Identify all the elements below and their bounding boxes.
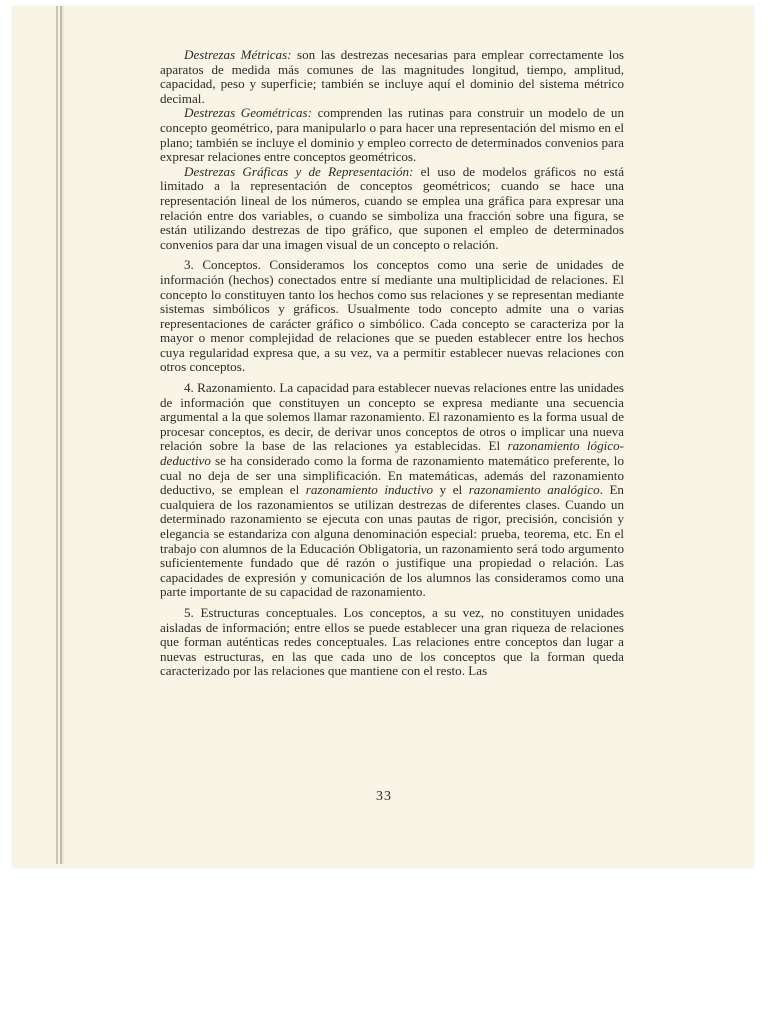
paragraph-destrezas-metricas (160, 48, 624, 106)
section-text: . En cualquiera de los razonamientos se utilizan destrezas de diferentes clases. Cuando un determinado razonamiento se ejecuta con unas pautas de rigor, precisión, concisión y elegancia se estandariza con alguna denominación especial: prueba, teorema, etc. En el trabajo con alumnos de la Educación Obligatoria, un razonamiento será todo argumento suficientemente fundado que dé razón o justifique una propiedad o relación. Las capacidades de expresión y comunicación de los alumnos las consideramos como una parte importante de su capacidad de razonamiento. (160, 482, 624, 600)
paragraph-lead: Destrezas Geométricas: (184, 105, 313, 121)
term-analogico: razonamiento analógico (468, 482, 600, 498)
section-text: y el (433, 482, 469, 498)
paragraph-text: el uso de modelos gráficos no está limitado a la representación de conceptos geométricos; cuando se hace una representación lineal de los números, cuando se emplea una gráfica para expresar una relación entre dos variables, o cuando se simboliza una fracción sobre una figura, se están utilizando destrezas de tipo gráfico, que suponen el empleo de determinados convenios para dar una imagen visual de un concepto o relación. (160, 163, 625, 252)
term-logico-deductivo: razonamiento lógico-deductivo (160, 438, 624, 469)
paragraph-destrezas-graficas (160, 165, 624, 253)
section-conceptos (160, 258, 624, 375)
section-text: La capacidad para establecer nuevas relaciones entre las unidades de información que constituyen un concepto se expresa mediante una secuencia argumental a la que solemos llamar razonamiento. El razonamiento es la forma usual de procesar conceptos, es decir, de derivar unos conceptos de otros o implicar una nueva relación sobre la base de las relaciones ya establecidas. El (160, 380, 624, 454)
paragraph-text: comprenden las rutinas para construir un modelo de un concepto geométrico, para manipularlo o para hacer una representación del mismo en el plano; también se incluye el dominio y empleo correcto de determinados convenios para expresar relaciones entre conceptos geométricos. (160, 105, 624, 165)
page-body (160, 48, 624, 679)
section-text: Los conceptos, a su vez, no constituyen unidades aisladas de información; entre ellos se puede establecer una gran riqueza de relaciones que forman auténticas redes conceptuales. Las relaciones entre conceptos dan lugar a nuevas estructuras, en las que cada uno de los conceptos que la forman queda caracterizado por las relaciones que mantiene con el resto. Las (160, 604, 624, 679)
section-lead: 5. Estructuras conceptuales. (184, 604, 337, 620)
paragraph-lead: Destrezas Métricas: (184, 47, 292, 62)
paragraph-text: son las destrezas necesarias para emplear correctamente los aparatos de medida más comunes de las magnitudes longitud, tiempo, amplitud, capacidad, peso y superficie; también se incluye aquí el dominio del sistema métrico decimal. (160, 47, 624, 106)
paragraph-lead: Destrezas Gráficas y de Representación: (184, 163, 414, 179)
section-lead: 3. Conceptos. (184, 257, 261, 273)
section-estructuras-conceptuales (160, 606, 624, 679)
term-inductivo: razonamiento inductivo (305, 482, 434, 498)
section-razonamiento (160, 381, 624, 600)
paragraph-destrezas-geometricas (160, 106, 624, 164)
section-text: se ha considerado como la forma de razonamiento matemático preferente, lo cual no deja de ser una simplificación. En matemáticas, además del razonamiento deductivo, se emplean el (160, 453, 624, 498)
section-lead: 4. Razonamiento. (184, 380, 277, 396)
section-text: Consideramos los conceptos como una serie de unidades de información (hechos) conectados entre sí mediante una multiplicidad de relaciones. El concepto lo constituyen tanto los hechos como sus relaciones y se representan mediante sistemas simbólicos y gráficos. Usualmente todo concepto admite una o varias representaciones de carácter gráfico o simbólico. Cada concepto se caracteriza por la mayor o menor complejidad de relaciones que se pueden establecer entre los hechos cuya regularidad expresa que, a su vez, va a permitir establecer nuevas relaciones con otros conceptos. (160, 257, 624, 375)
page-number: 33 (376, 789, 392, 804)
binding-edge (56, 6, 64, 864)
